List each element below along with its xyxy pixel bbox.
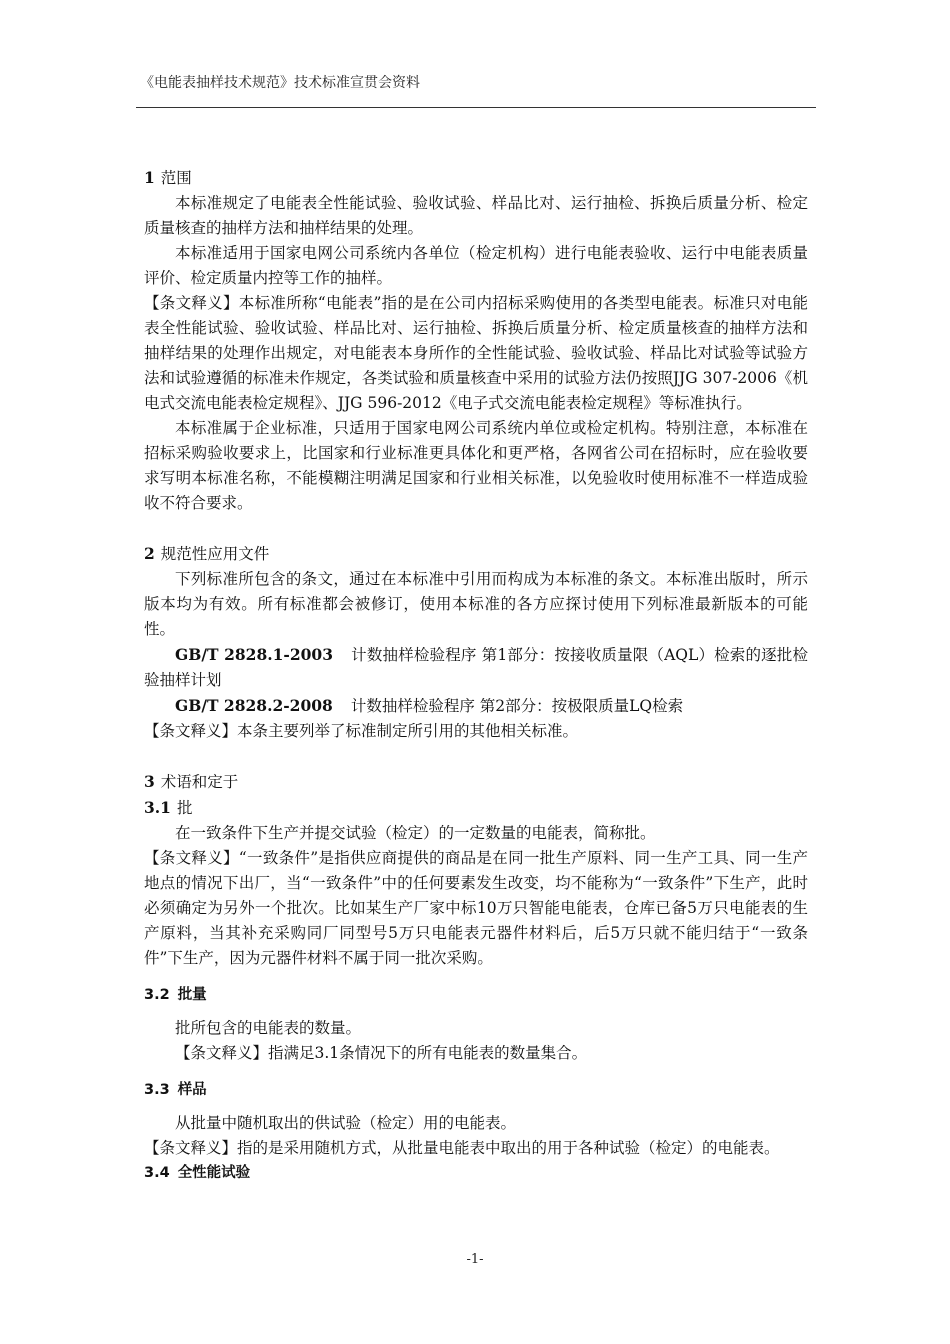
- subsection-title: 批量: [177, 987, 207, 1003]
- paragraph: 本标准适用于国家电网公司系统内各单位（检定机构）进行电能表验收、运行中电能表质量评价、检定质量内控等工作的抽样。: [144, 244, 808, 287]
- paragraph: 本标准规定了电能表全性能试验、验收试验、样品比对、运行抽检、拆换后质量分析、检定质量核查的抽样方法和抽样结果的处理。: [144, 194, 808, 237]
- reference-title: 计数抽样检验程序 第1部分：按接收质量限（AQL）检索的逐批检验抽样计划: [144, 646, 808, 689]
- document-header: 《电能表抽样技术规范》技术标准宣贯会资料: [140, 75, 420, 91]
- subsection-number: 3.4: [144, 1165, 170, 1181]
- subsection-title: 样品: [177, 1082, 207, 1098]
- clause-interpretation: 【条文释义】指满足3.1条情况下的所有电能表的数量集合。: [175, 1044, 588, 1062]
- paragraph: 从批量中随机取出的供试验（检定）用的电能表。: [175, 1114, 517, 1132]
- paragraph: 本标准属于企业标准，只适用于国家电网公司系统内单位或检定机构。特别注意，本标准在招标采购验收要求上，比国家和行业标准更具体化和更严格，各网省公司在招标时，应在验收要求写明本标准名称，不能模糊注明满足国家和行业相关标准，以免验收时使用标准不一样造成验收不符合要求。: [144, 419, 808, 512]
- section-2-heading: [144, 541, 808, 567]
- subsection-title: 全性能试验: [177, 1165, 251, 1181]
- paragraph: 下列标准所包含的条文，通过在本标准中引用而构成为本标准的条文。本标准出版时，所示版本均为有效。所有标准都会被修订，使用本标准的各方应探讨使用下列标准最新版本的可能性。: [144, 570, 808, 638]
- subsection-number: 3.3: [144, 1082, 170, 1098]
- section-number: 3: [144, 772, 155, 791]
- reference-title: 计数抽样检验程序 第2部分：按极限质量LQ检索: [350, 697, 684, 715]
- section-3-heading: [144, 769, 808, 795]
- subsection-3-4-heading: [144, 1161, 808, 1186]
- subsection-3-3-heading: [144, 1078, 808, 1103]
- reference-code: GB/T 2828.1-2003: [175, 645, 333, 664]
- clause-interpretation: 【条文释义】本标准所称“电能表”指的是在公司内招标采购使用的各类型电能表。标准只对电能表全性能试验、验收试验、样品比对、运行抽检、拆换后质量分析、检定质量核查的抽样方法和抽样结果的处理作出规定，对电能表本身所作的全性能试验、验收试验、样品比对试验等试验方法和试验遵循的标准未作规定，各类试验和质量核查中采用的试验方法仍按照JJG 307-2006《机电式交流电能表检定规程》、JJG 596-2012《电子式交流电能表检定规程》等标准执行。: [144, 294, 808, 412]
- subsection-number: 3.2: [144, 987, 170, 1003]
- page-number: -1-: [466, 1252, 484, 1267]
- section-number: 2: [144, 544, 155, 563]
- paragraph: 在一致条件下生产并提交试验（检定）的一定数量的电能表，简称批。: [175, 824, 656, 842]
- clause-interpretation: 【条文释义】“一致条件”是指供应商提供的商品是在同一批生产原料、同一生产工具、同一生产地点的情况下出厂，当“一致条件”中的任何要素发生改变，均不能称为“一致条件”下生产，此时必须确定为另外一个批次。比如某生产厂家中标10万只智能电能表，仓库已备5万只电能表的生产原料，当其补充采购同厂同型号5万只电能表元器件材料后，后5万只就不能归结于“一致条件”下生产，因为元器件材料不属于同一批次采购。: [144, 849, 808, 967]
- subsection-number: 3.1: [144, 798, 171, 817]
- clause-interpretation: 【条文释义】本条主要列举了标准制定所引用的其他相关标准。: [144, 722, 579, 740]
- section-number: 1: [144, 168, 155, 187]
- subsection-3-2-heading: [144, 983, 808, 1008]
- section-title: 范围: [160, 169, 192, 187]
- reference-code: GB/T 2828.2-2008: [175, 696, 333, 715]
- document-body: [144, 165, 808, 1186]
- paragraph: 批所包含的电能表的数量。: [175, 1019, 362, 1037]
- section-title: 术语和定于: [160, 773, 239, 791]
- header-divider: [136, 107, 816, 108]
- subsection-title: 批: [176, 799, 193, 817]
- section-title: 规范性应用文件: [160, 545, 270, 563]
- normative-reference: [144, 642, 808, 693]
- normative-reference: [144, 693, 808, 719]
- section-1-heading: [144, 165, 808, 191]
- subsection-3-1-heading: [144, 795, 808, 821]
- clause-interpretation: 【条文释义】指的是采用随机方式，从批量电能表中取出的用于各种试验（检定）的电能表。: [144, 1139, 780, 1157]
